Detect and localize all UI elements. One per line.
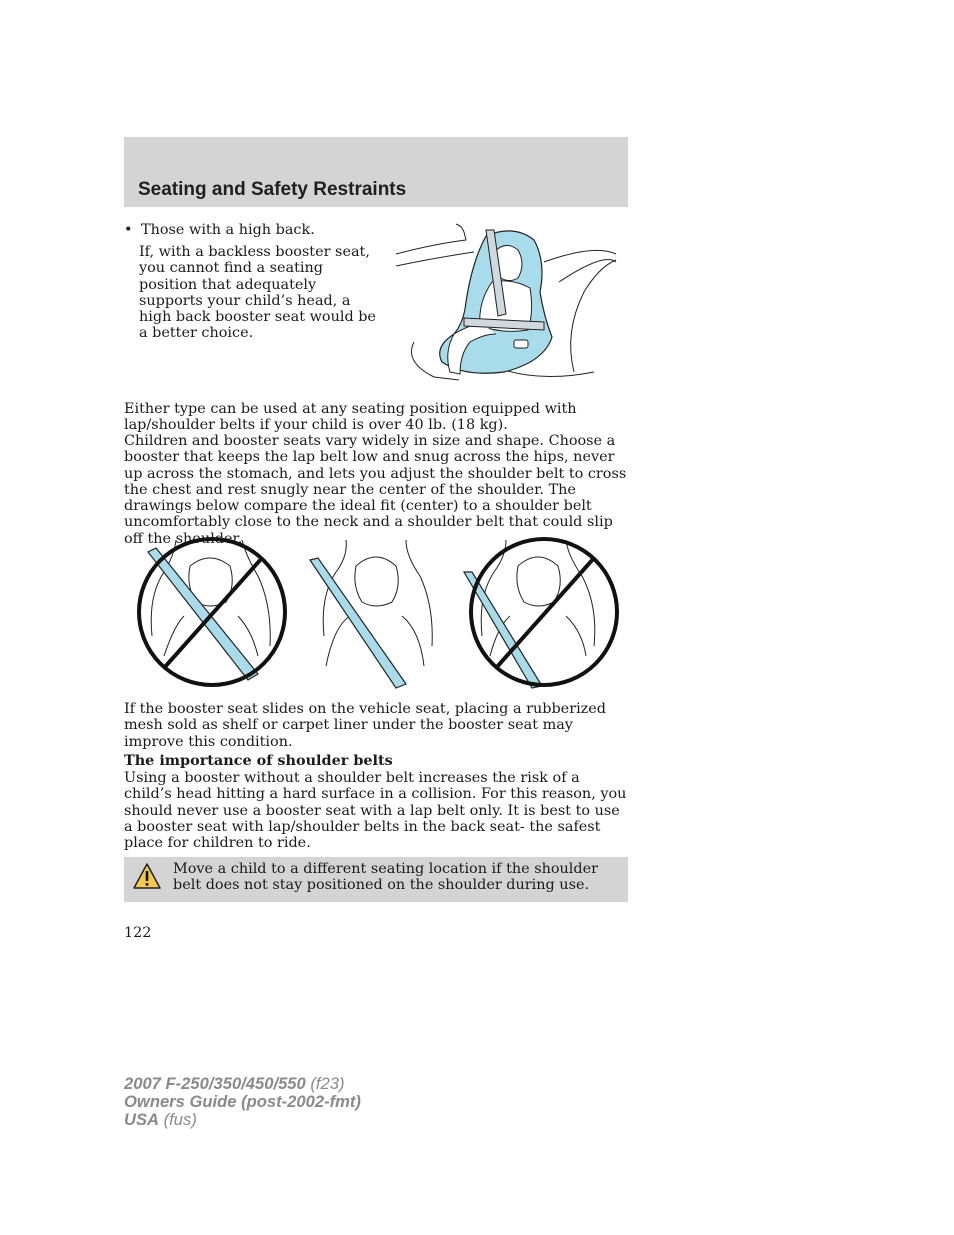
paragraph-seating-position: Either type can be used at any seating position equipped with lap/shoulder belts if your child is over 40 lb. (18 kg). [124,401,577,434]
belt-near-neck-figure [139,539,285,685]
page-number: 122 [124,925,152,941]
belt-ideal-fit-figure [310,540,432,688]
belt-fit-comparison-illustration [134,536,626,692]
paragraph-shoulder-belt-importance: Using a booster without a shoulder belt increases the risk of a child’s head hitting a hard surface in a collision. For this reason, you should never use a booster seat with a lap belt only. It is best to use a booster seat with lap/shoulder belts in the back seat- the safest place for children to ride. [124,770,627,852]
warning-box [124,857,628,902]
belt-off-shoulder-figure [464,539,617,688]
footer-line-model: 2007 F-250/350/450/550 (f23) [124,1074,345,1093]
footer-line-guide: Owners Guide (post-2002-fmt) [124,1092,361,1111]
paragraph-booster-fit: Children and booster seats vary widely in size and shape. Choose a booster that keeps the lap belt low and snug across the hips, never up across the stomach, and lets you adjust the shoulder belt to cross the chest and rest snugly near the center of the shoulder. The drawings below compare the ideal fit (center) to a shoulder belt uncomfortably close to the neck and a shoulder belt that could slip off the shoulder. [124,433,627,547]
section-title: Seating and Safety Restraints [138,179,407,200]
footer-model-info [124,1075,361,1129]
warning-triangle-icon [132,862,162,890]
subheading-shoulder-belts: The importance of shoulder belts [124,752,393,769]
bullet-text: Those with a high back. [141,222,315,238]
high-back-booster-illustration [394,222,620,382]
footer-line-region: USA (fus) [124,1110,197,1129]
warning-text: Move a child to a different seating location if the shoulder belt does not stay positioned on the shoulder during use. [173,861,599,894]
paragraph-rubberized-mesh: If the booster seat slides on the vehicle seat, placing a rubberized mesh sold as shelf or carpet liner under the booster seat may improve this condition. [124,701,606,750]
section-header-band [124,137,628,207]
bullet-paragraph: If, with a backless booster seat, you cannot find a seating position that adequately supports your child’s head, a high back booster seat would be a better choice. [139,244,376,342]
bullet-marker: • [124,222,133,238]
